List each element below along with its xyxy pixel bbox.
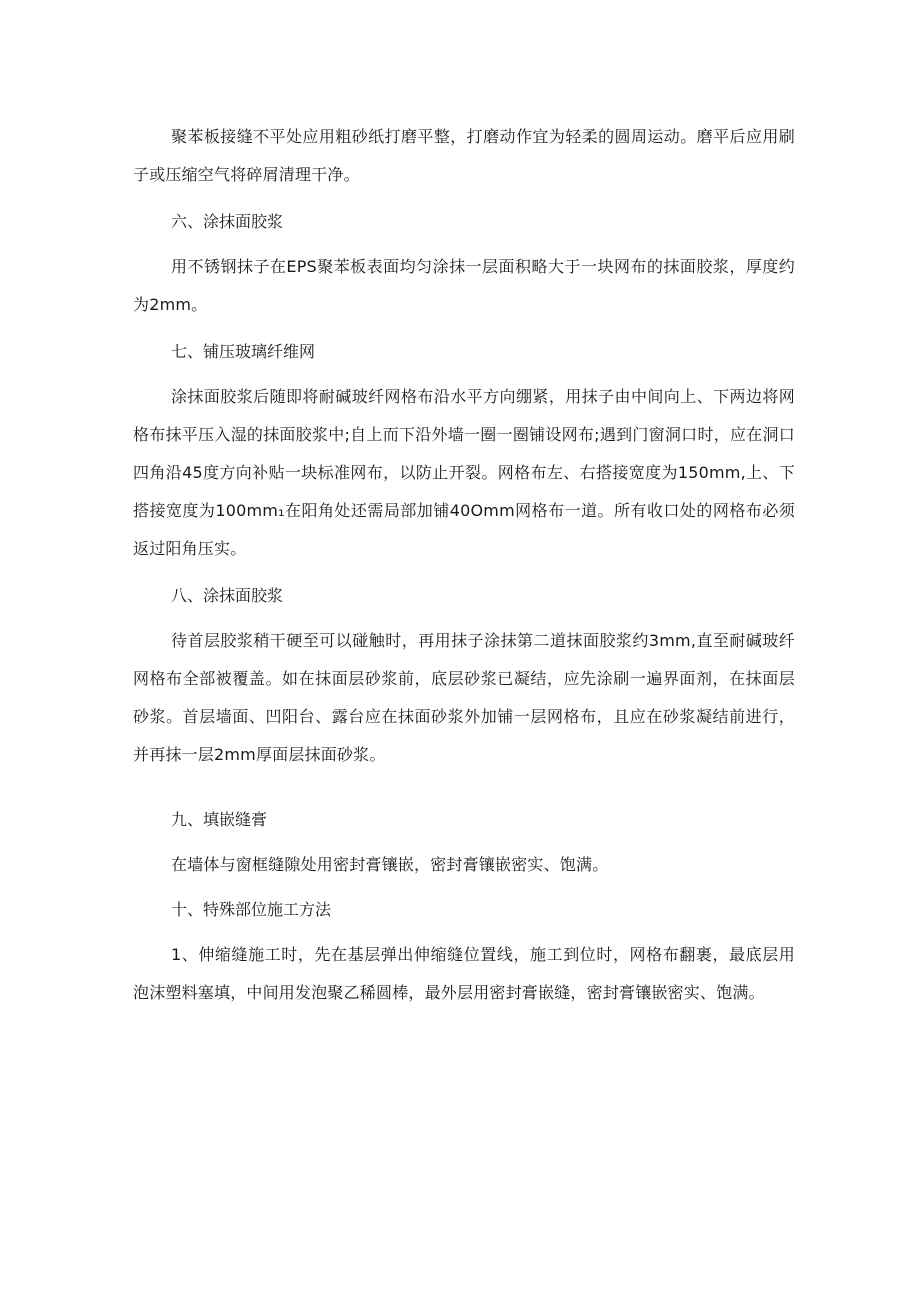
paragraph-apply-mortar: 用不锈钢抹子在EPS聚苯板表面均匀涂抹一层面积略大于一块网布的抹面胶浆，厚度约为2mm。 [133, 257, 795, 314]
paragraph-expansion-joint: 1、伸缩缝施工时，先在基层弹出伸缩缝位置线，施工到位时，网格布翻裹，最底层用泡沫塑料塞填，中间用发泡聚乙稀圆棒，最外层用密封膏嵌缝，密封膏镶嵌密实、饱满。 [133, 945, 795, 1002]
section-heading-8: 八、涂抹面胶浆 [171, 586, 284, 605]
section-heading-6: 六、涂抹面胶浆 [171, 212, 284, 231]
paragraph-eps-board-sanding: 聚苯板接缝不平处应用粗砂纸打磨平整，打磨动作宜为轻柔的圆周运动。磨平后应用刷子或压缩空气将碎屑清理干净。 [133, 127, 795, 184]
paragraph-fiberglass-mesh: 涂抹面胶浆后随即将耐碱玻纤网格布沿水平方向绷紧，用抹子由中间向上、下两边将网格布抹平压入湿的抹面胶浆中;自上而下沿外墙一圈一圈铺设网布;遇到门窗洞口时，应在洞口四角沿45度方向补贴一块标准网布，以防止开裂。网格布左、右搭接宽度为150mm,上、下搭接宽度为100mm₁在阳角处还需局部加铺40Omm网格布一道。所有收口处的网格布必须返过阳角压实。 [133, 387, 795, 558]
section-heading-9: 九、填嵌缝膏 [171, 810, 268, 829]
document-page [133, 118, 795, 1012]
section-heading-10: 十、特殊部位施工方法 [171, 900, 332, 919]
section-heading-7: 七、铺压玻璃纤维网 [171, 342, 316, 361]
paragraph-second-coat: 待首层胶浆稍干硬至可以碰触时，再用抹子涂抹第二道抹面胶浆约3mm,直至耐碱玻纤网格布全部被覆盖。如在抹面层砂浆前，底层砂浆已凝结，应先涂刷一遍界面剂，在抹面层砂浆。首层墙面、凹阳台、露台应在抹面砂浆外加铺一层网格布，且应在砂浆凝结前进行，并再抹一层2mm厚面层抹面砂浆。 [133, 631, 795, 764]
paragraph-sealant: 在墙体与窗框缝隙处用密封膏镶嵌，密封膏镶嵌密实、饱满。 [171, 855, 609, 874]
